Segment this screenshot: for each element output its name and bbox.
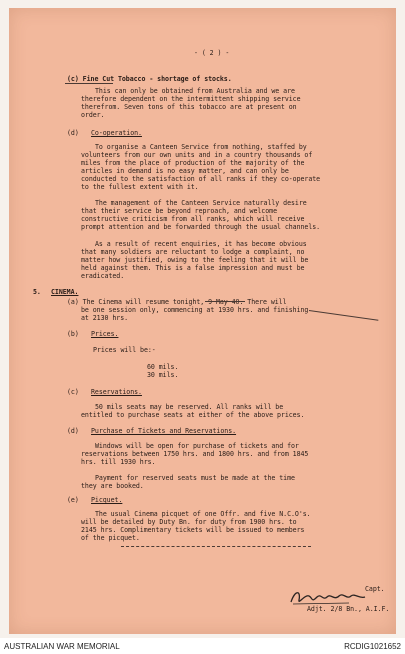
section-c-line-3: therefrom. Seven tons of this tobacco are at present on [81,103,297,111]
section-c-line-4: order. [81,111,105,119]
section-5b-number: (b) [67,330,79,338]
prices-intro: Prices will be:- [93,346,156,354]
section-5d-para1-line-1: Windows will be open for purchase of tickets and for [95,442,299,450]
price-1: 60 mils. [147,363,179,371]
signature-block: Adjt. 2/8 Bn., A.I.F. [307,605,390,613]
signature-rank: Capt. [365,585,385,593]
section-d-para3-line-4: held against them. This is a false impression and must be [81,264,305,272]
pencil-mark [205,301,245,302]
section-5a-line-2: be one session only, commencing at 1930 hrs. and finishing [81,306,309,314]
section-5b-title: Prices. [91,330,119,338]
section-d-para3-line-5: eradicated. [81,272,125,280]
archive-name: AUSTRALIAN WAR MEMORIAL [4,642,120,651]
section-5c-line-1: 50 mils seats may be reserved. All ranks will be [95,403,284,411]
section-5e-line-2: will be detailed by Duty Bn. for duty from 1900 hrs. to [81,518,297,526]
section-5d-para2-line-1: Payment for reserved seats must be made at the time [95,474,295,482]
section-5e-line-4: of the picquet. [81,534,140,542]
section-d-para1-line-4: articles in demand is no easy matter, and can only be [81,167,289,175]
pencil-mark [121,546,311,547]
section-c-heading: (c) Fine Cut Tobacco - shortage of stocks. [67,75,232,83]
section-5a-line-1: (a) The Cinema will resume tonight, 9 May 40. There will [67,298,287,306]
section-c-line-1: This can only be obtained from Australia and we are [95,87,295,95]
section-d-para2-line-3: constructive criticism from all ranks, which will receive [81,215,305,223]
section-c-line-2: therefore dependent on the intermittent shipping service [81,95,301,103]
section-5c-number: (c) [67,388,79,396]
price-2: 30 mils. [147,371,179,379]
section-5e-title: Picquet. [91,496,123,504]
section-5d-para1-line-3: hrs. till 1930 hrs. [81,458,156,466]
section-d-para3-line-1: As a result of recent enquiries, it has become obvious [95,240,307,248]
archive-reference: RCDIG1021652 [344,642,401,651]
section-d-para1-line-6: to the fullest extent with it. [81,183,199,191]
section-d-para2-line-1: The management of the Canteen Service naturally desire [95,199,307,207]
document-page [9,8,396,634]
section-d-para1-line-3: miles from the place of production of the majority of the [81,159,305,167]
section-d-number: (d) [67,129,79,137]
section-d-para3-line-3: matter how justified, owing to the feeling that it will be [81,256,309,264]
section-d-para3-line-2: that many soldiers are reluctant to lodge a complaint, no [81,248,305,256]
section-d-para1-line-1: To organise a Canteen Service from nothing, staffed by [95,143,307,151]
section-5d-para2-line-2: they are booked. [81,482,144,490]
section-5e-line-1: The usual Cinema picquet of one Offr. and five N.C.O's. [95,510,311,518]
section-5e-number: (e) [67,496,79,504]
archive-footer [0,638,405,654]
section-5c-title: Reservations. [91,388,142,396]
pencil-mark [309,310,378,321]
section-5-number: 5. [33,288,41,296]
section-5c-line-2: entitled to purchase seats at either of the above prices. [81,411,305,419]
section-d-para2-line-4: prompt attention and be forwarded through the usual channels. [81,223,321,231]
page-marker: - ( 2 ) - [194,49,230,57]
section-d-para1-line-2: volunteers from our own units and in a country thousands of [81,151,313,159]
section-5d-para1-line-2: reservations between 1750 hrs. and 1800 hrs. and from 1845 [81,450,309,458]
section-d-heading: Co-operation. [91,129,142,137]
section-d-para2-line-2: that their service be beyond reproach, and welcome [81,207,277,215]
section-5d-number: (d) [67,427,79,435]
section-5a-line-3: at 2130 hrs. [81,314,129,322]
section-5e-line-3: 2145 hrs. Complimentary tickets will be issued to members [81,526,305,534]
section-d-para1-line-5: conducted to the satisfaction of all ranks if they co-operate [81,175,321,183]
section-5d-title: Purchase of Tickets and Reservations. [91,427,237,435]
section-5-title: CINEMA. [51,288,79,296]
pencil-mark [65,83,113,84]
